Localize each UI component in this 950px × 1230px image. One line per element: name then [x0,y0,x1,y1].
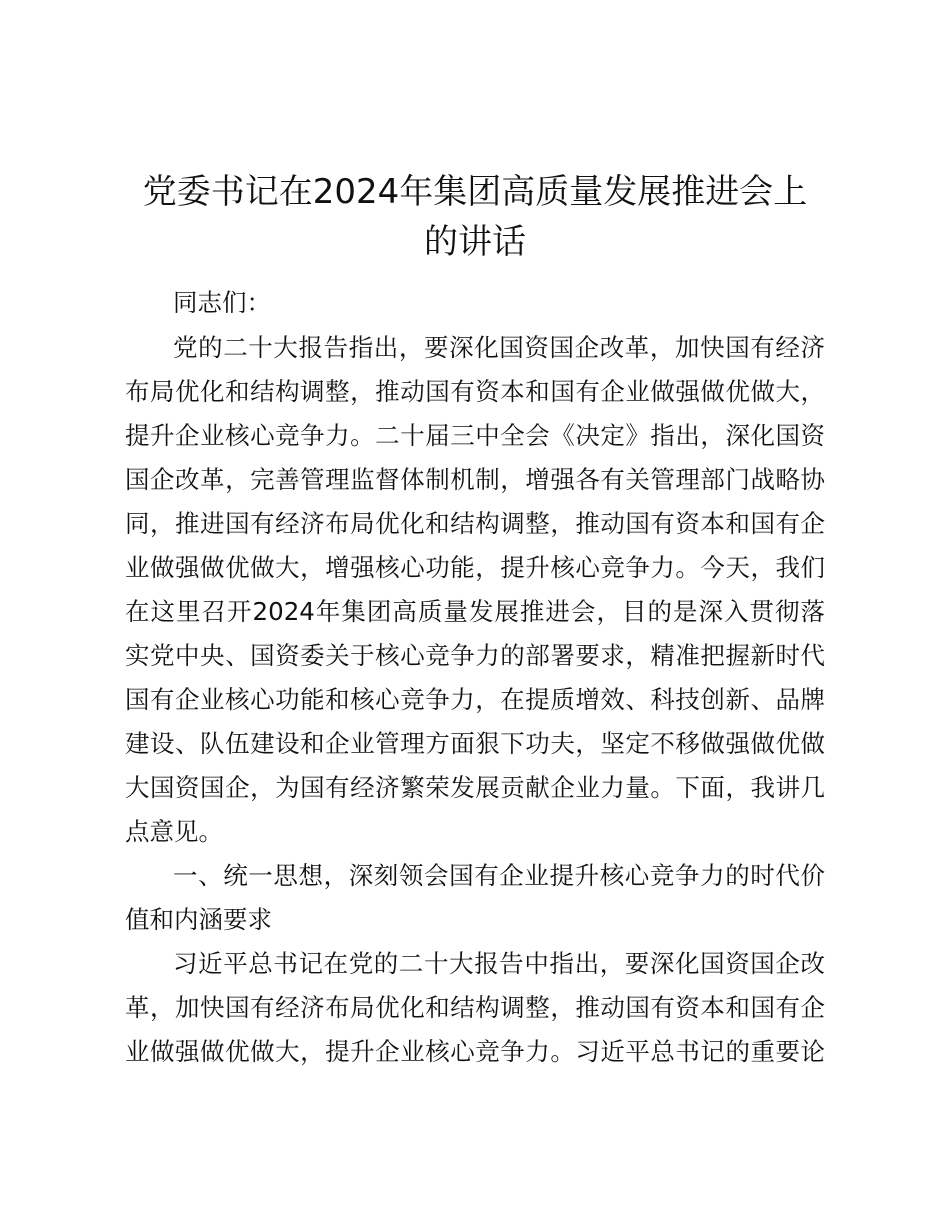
paragraph-1-line: 国有企业核心功能和核心竞争力，在提质增效、科技创新、品牌 [125,685,825,714]
paragraph-2-line: 革，加快国有经济布局优化和结构调整，推动国有资本和国有企 [125,993,825,1022]
document-title-line-2: 的讲话 [424,222,526,262]
paragraph-1-line: 点意见。 [125,817,223,846]
paragraph-2-line: 业做强做优做大，提升企业核心竞争力。习近平总书记的重要论 [125,1037,825,1066]
paragraph-1-line: 在这里召开2024年集团高质量发展推进会，目的是深入贯彻落 [125,597,825,626]
document-title-line-1: 党委书记在2024年集团高质量发展推进会上 [142,172,808,212]
salutation: 同志们： [173,288,271,317]
paragraph-2-line: 习近平总书记在党的二十大报告中指出，要深化国资国企改 [173,949,825,978]
section-heading-1-line: 值和内涵要求 [125,905,272,934]
section-heading-1-line: 一、统一思想，深刻领会国有企业提升核心竞争力的时代价 [173,861,825,890]
paragraph-1-line: 国企改革，完善管理监督体制机制，增强各有关管理部门战略协 [125,465,825,494]
paragraph-1-line: 大国资国企，为国有经济繁荣发展贡献企业力量。下面，我讲几 [125,773,825,802]
paragraph-1-line: 提升企业核心竞争力。二十届三中全会《决定》指出，深化国资 [125,421,825,450]
paragraph-1-line: 建设、队伍建设和企业管理方面狠下功夫，坚定不移做强做优做 [125,729,825,758]
paragraph-1-line: 实党中央、国资委关于核心竞争力的部署要求，精准把握新时代 [125,641,825,670]
paragraph-1-line: 布局优化和结构调整，推动国有资本和国有企业做强做优做大， [125,377,825,406]
paragraph-1-line: 业做强做优做大，增强核心功能，提升核心竞争力。今天，我们 [125,553,825,582]
paragraph-1-line: 党的二十大报告指出，要深化国资国企改革，加快国有经济 [173,333,825,362]
paragraph-1-line: 同，推进国有经济布局优化和结构调整，推动国有资本和国有企 [125,509,825,538]
